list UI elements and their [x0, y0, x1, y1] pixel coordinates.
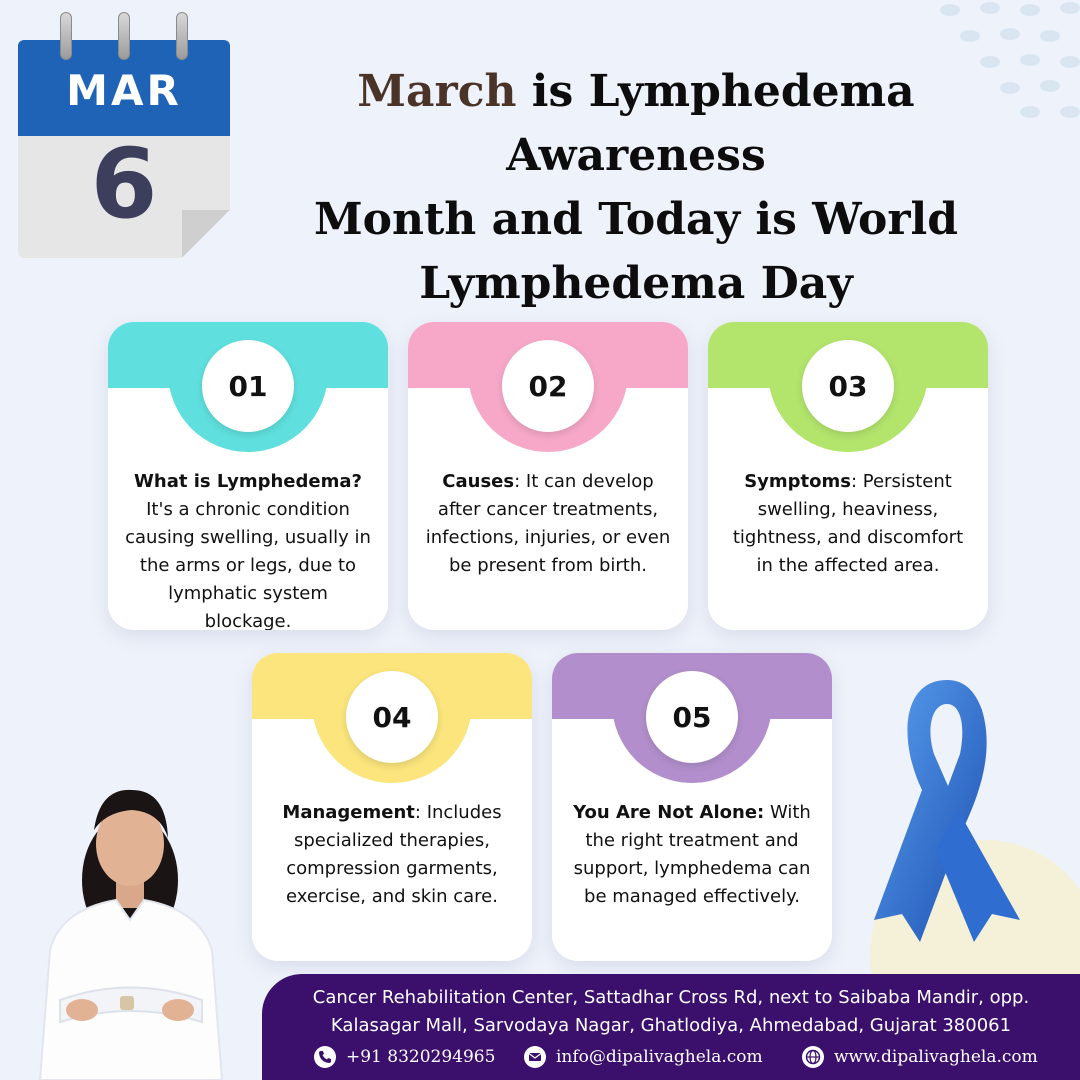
title-line1: is Lymphedema Awareness: [506, 66, 915, 181]
doctor-portrait: [20, 760, 240, 1080]
info-card-2: [408, 322, 688, 630]
title-line2: Month and Today is World: [313, 194, 959, 245]
calendar-ring: [176, 12, 188, 60]
phone-contact[interactable]: [314, 1044, 495, 1070]
page-title: [236, 60, 1036, 316]
card-text: [266, 799, 518, 911]
card-bold: Causes: [442, 471, 515, 492]
address-line-1: Cancer Rehabilitation Center, Sattadhar Cross Rd, next to Saibaba Mandir, opp.: [312, 987, 1030, 1008]
card-number: 02: [502, 340, 594, 432]
address-line-2: Kalasagar Mall, Sarvodaya Nagar, Ghatlodiya, Ahmedabad, Gujarat 380061: [330, 1015, 1012, 1036]
website-url[interactable]: www.dipalivaghela.com: [834, 1047, 1038, 1067]
card-body: It's a chronic condition causing swelling, usually in the arms or legs, due to lymphatic system blockage.: [125, 499, 371, 630]
calendar-ring: [118, 12, 130, 60]
title-line3: Lymphedema Day: [419, 258, 853, 309]
website-contact[interactable]: [802, 1044, 1038, 1070]
info-card-5: [552, 653, 832, 961]
card-text: [122, 468, 374, 630]
card-text: [722, 468, 974, 580]
card-body: : Includes specialized therapies, compression garments, exercise, and skin care.: [286, 802, 502, 907]
address: [262, 984, 1080, 1040]
card-number: 04: [346, 671, 438, 763]
card-number: 01: [202, 340, 294, 432]
awareness-ribbon-icon: [862, 670, 1032, 950]
card-body: : Persistent swelling, heaviness, tightness, and discomfort in the affected area.: [732, 471, 964, 576]
calendar-day: 6: [90, 128, 158, 240]
mail-icon: [524, 1046, 546, 1068]
title-accent: March: [357, 66, 517, 117]
email-address[interactable]: info@dipalivaghela.com: [556, 1047, 763, 1067]
card-bold: You Are Not Alone:: [573, 802, 765, 823]
card-number: 03: [802, 340, 894, 432]
calendar-ring: [60, 12, 72, 60]
card-bold: Management: [282, 802, 415, 823]
card-bold: Symptoms: [744, 471, 851, 492]
card-body: : It can develop after cancer treatments, infections, injuries, or even be present from birth.: [425, 471, 671, 576]
card-number: 05: [646, 671, 738, 763]
card-body: With the right treatment and support, lymphedema can be managed effectively.: [573, 802, 811, 907]
email-contact[interactable]: [524, 1044, 763, 1070]
calendar-icon: [18, 12, 230, 258]
phone-number[interactable]: +91 8320294965: [346, 1047, 496, 1067]
card-text: [566, 799, 818, 911]
calendar-month: MAR: [66, 66, 182, 115]
footer-contact-bar: [262, 974, 1080, 1080]
card-bold: What is Lymphedema?: [134, 471, 362, 492]
info-card-1: [108, 322, 388, 630]
card-text: [422, 468, 674, 580]
phone-icon: [314, 1046, 336, 1068]
globe-icon: [802, 1046, 824, 1068]
info-card-4: [252, 653, 532, 961]
info-card-3: [708, 322, 988, 630]
